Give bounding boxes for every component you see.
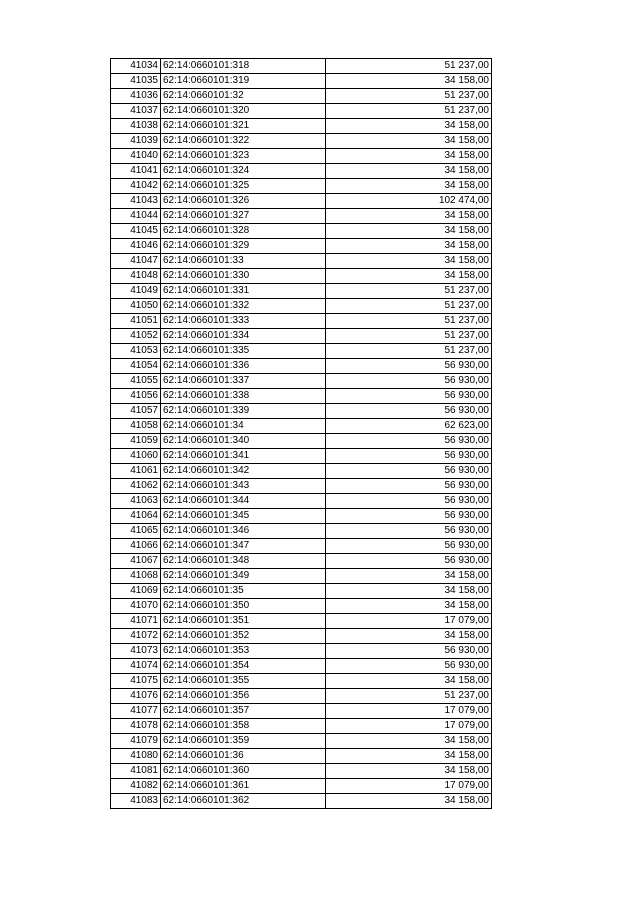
- cadastral-number-cell: 62:14:0660101:318: [161, 59, 326, 74]
- row-number-cell: 41067: [111, 554, 161, 569]
- row-number-cell: 41048: [111, 269, 161, 284]
- row-number-cell: 41053: [111, 344, 161, 359]
- amount-cell: 62 623,00: [326, 419, 492, 434]
- amount-cell: 17 079,00: [326, 779, 492, 794]
- cadastral-number-cell: 62:14:0660101:361: [161, 779, 326, 794]
- cadastral-value-table: [110, 58, 492, 809]
- table-row: [111, 194, 492, 209]
- amount-cell: 34 158,00: [326, 764, 492, 779]
- amount-cell: 56 930,00: [326, 449, 492, 464]
- row-number-cell: 41078: [111, 719, 161, 734]
- row-number-cell: 41037: [111, 104, 161, 119]
- table-row: [111, 149, 492, 164]
- row-number-cell: 41073: [111, 644, 161, 659]
- amount-cell: 34 158,00: [326, 74, 492, 89]
- row-number-cell: 41065: [111, 524, 161, 539]
- cadastral-number-cell: 62:14:0660101:330: [161, 269, 326, 284]
- amount-cell: 51 237,00: [326, 689, 492, 704]
- table-row: [111, 89, 492, 104]
- amount-cell: 34 158,00: [326, 179, 492, 194]
- row-number-cell: 41082: [111, 779, 161, 794]
- row-number-cell: 41070: [111, 599, 161, 614]
- row-number-cell: 41056: [111, 389, 161, 404]
- table-row: [111, 614, 492, 629]
- amount-cell: 51 237,00: [326, 329, 492, 344]
- amount-cell: 56 930,00: [326, 659, 492, 674]
- cadastral-number-cell: 62:14:0660101:327: [161, 209, 326, 224]
- row-number-cell: 41061: [111, 464, 161, 479]
- amount-cell: 34 158,00: [326, 164, 492, 179]
- row-number-cell: 41066: [111, 539, 161, 554]
- amount-cell: 51 237,00: [326, 299, 492, 314]
- row-number-cell: 41042: [111, 179, 161, 194]
- amount-cell: 51 237,00: [326, 89, 492, 104]
- amount-cell: 56 930,00: [326, 404, 492, 419]
- amount-cell: 34 158,00: [326, 209, 492, 224]
- cadastral-number-cell: 62:14:0660101:324: [161, 164, 326, 179]
- amount-cell: 51 237,00: [326, 104, 492, 119]
- amount-cell: 56 930,00: [326, 434, 492, 449]
- cadastral-number-cell: 62:14:0660101:333: [161, 314, 326, 329]
- cadastral-number-cell: 62:14:0660101:328: [161, 224, 326, 239]
- amount-cell: 34 158,00: [326, 269, 492, 284]
- amount-cell: 56 930,00: [326, 509, 492, 524]
- cadastral-number-cell: 62:14:0660101:35: [161, 584, 326, 599]
- table-row: [111, 164, 492, 179]
- table-row: [111, 704, 492, 719]
- cadastral-number-cell: 62:14:0660101:355: [161, 674, 326, 689]
- table-row: [111, 104, 492, 119]
- cadastral-number-cell: 62:14:0660101:359: [161, 734, 326, 749]
- cadastral-number-cell: 62:14:0660101:341: [161, 449, 326, 464]
- amount-cell: 56 930,00: [326, 389, 492, 404]
- row-number-cell: 41057: [111, 404, 161, 419]
- cadastral-number-cell: 62:14:0660101:323: [161, 149, 326, 164]
- row-number-cell: 41055: [111, 374, 161, 389]
- cadastral-number-cell: 62:14:0660101:334: [161, 329, 326, 344]
- amount-cell: 34 158,00: [326, 224, 492, 239]
- cadastral-number-cell: 62:14:0660101:342: [161, 464, 326, 479]
- cadastral-number-cell: 62:14:0660101:338: [161, 389, 326, 404]
- amount-cell: 34 158,00: [326, 674, 492, 689]
- table-row: [111, 59, 492, 74]
- cadastral-number-cell: 62:14:0660101:329: [161, 239, 326, 254]
- table-row: [111, 569, 492, 584]
- amount-cell: 51 237,00: [326, 284, 492, 299]
- row-number-cell: 41044: [111, 209, 161, 224]
- table-row: [111, 764, 492, 779]
- table-row: [111, 254, 492, 269]
- row-number-cell: 41060: [111, 449, 161, 464]
- cadastral-number-cell: 62:14:0660101:335: [161, 344, 326, 359]
- cadastral-number-cell: 62:14:0660101:321: [161, 119, 326, 134]
- table-row: [111, 734, 492, 749]
- row-number-cell: 41045: [111, 224, 161, 239]
- table-row: [111, 284, 492, 299]
- cadastral-number-cell: 62:14:0660101:337: [161, 374, 326, 389]
- table-row: [111, 494, 492, 509]
- cadastral-number-cell: 62:14:0660101:340: [161, 434, 326, 449]
- cadastral-number-cell: 62:14:0660101:356: [161, 689, 326, 704]
- amount-cell: 56 930,00: [326, 479, 492, 494]
- table-row: [111, 629, 492, 644]
- table-row: [111, 539, 492, 554]
- row-number-cell: 41054: [111, 359, 161, 374]
- row-number-cell: 41079: [111, 734, 161, 749]
- cadastral-number-cell: 62:14:0660101:339: [161, 404, 326, 419]
- row-number-cell: 41072: [111, 629, 161, 644]
- table-row: [111, 524, 492, 539]
- cadastral-number-cell: 62:14:0660101:33: [161, 254, 326, 269]
- table-row: [111, 209, 492, 224]
- table-body: [111, 59, 492, 809]
- row-number-cell: 41069: [111, 584, 161, 599]
- table-row: [111, 374, 492, 389]
- row-number-cell: 41041: [111, 164, 161, 179]
- row-number-cell: 41035: [111, 74, 161, 89]
- table-row: [111, 479, 492, 494]
- table-row: [111, 509, 492, 524]
- table-row: [111, 74, 492, 89]
- row-number-cell: 41040: [111, 149, 161, 164]
- row-number-cell: 41081: [111, 764, 161, 779]
- table-row: [111, 344, 492, 359]
- table-row: [111, 464, 492, 479]
- table-row: [111, 434, 492, 449]
- table-row: [111, 689, 492, 704]
- row-number-cell: 41077: [111, 704, 161, 719]
- row-number-cell: 41063: [111, 494, 161, 509]
- cadastral-number-cell: 62:14:0660101:336: [161, 359, 326, 374]
- table-row: [111, 119, 492, 134]
- row-number-cell: 41080: [111, 749, 161, 764]
- amount-cell: 34 158,00: [326, 569, 492, 584]
- cadastral-number-cell: 62:14:0660101:345: [161, 509, 326, 524]
- row-number-cell: 41059: [111, 434, 161, 449]
- row-number-cell: 41036: [111, 89, 161, 104]
- table-row: [111, 584, 492, 599]
- cadastral-number-cell: 62:14:0660101:357: [161, 704, 326, 719]
- amount-cell: 34 158,00: [326, 794, 492, 809]
- row-number-cell: 41049: [111, 284, 161, 299]
- table-row: [111, 239, 492, 254]
- amount-cell: 56 930,00: [326, 554, 492, 569]
- cadastral-number-cell: 62:14:0660101:34: [161, 419, 326, 434]
- table-row: [111, 449, 492, 464]
- table-row: [111, 269, 492, 284]
- table-row: [111, 674, 492, 689]
- amount-cell: 34 158,00: [326, 149, 492, 164]
- amount-cell: 56 930,00: [326, 644, 492, 659]
- row-number-cell: 41075: [111, 674, 161, 689]
- amount-cell: 34 158,00: [326, 119, 492, 134]
- row-number-cell: 41074: [111, 659, 161, 674]
- row-number-cell: 41034: [111, 59, 161, 74]
- amount-cell: 56 930,00: [326, 539, 492, 554]
- cadastral-number-cell: 62:14:0660101:353: [161, 644, 326, 659]
- row-number-cell: 41064: [111, 509, 161, 524]
- cadastral-number-cell: 62:14:0660101:350: [161, 599, 326, 614]
- table-row: [111, 179, 492, 194]
- cadastral-number-cell: 62:14:0660101:362: [161, 794, 326, 809]
- table-row: [111, 314, 492, 329]
- cadastral-number-cell: 62:14:0660101:354: [161, 659, 326, 674]
- amount-cell: 34 158,00: [326, 599, 492, 614]
- row-number-cell: 41062: [111, 479, 161, 494]
- row-number-cell: 41051: [111, 314, 161, 329]
- row-number-cell: 41068: [111, 569, 161, 584]
- amount-cell: 56 930,00: [326, 359, 492, 374]
- cadastral-number-cell: 62:14:0660101:344: [161, 494, 326, 509]
- row-number-cell: 41071: [111, 614, 161, 629]
- row-number-cell: 41052: [111, 329, 161, 344]
- cadastral-number-cell: 62:14:0660101:349: [161, 569, 326, 584]
- amount-cell: 51 237,00: [326, 344, 492, 359]
- row-number-cell: 41043: [111, 194, 161, 209]
- cadastral-number-cell: 62:14:0660101:36: [161, 749, 326, 764]
- table-row: [111, 359, 492, 374]
- amount-cell: 56 930,00: [326, 464, 492, 479]
- row-number-cell: 41058: [111, 419, 161, 434]
- table-row: [111, 299, 492, 314]
- cadastral-number-cell: 62:14:0660101:326: [161, 194, 326, 209]
- cadastral-number-cell: 62:14:0660101:358: [161, 719, 326, 734]
- cadastral-number-cell: 62:14:0660101:351: [161, 614, 326, 629]
- row-number-cell: 41046: [111, 239, 161, 254]
- amount-cell: 56 930,00: [326, 494, 492, 509]
- cadastral-number-cell: 62:14:0660101:347: [161, 539, 326, 554]
- amount-cell: 51 237,00: [326, 59, 492, 74]
- table-row: [111, 329, 492, 344]
- row-number-cell: 41047: [111, 254, 161, 269]
- amount-cell: 17 079,00: [326, 614, 492, 629]
- table-row: [111, 794, 492, 809]
- table-row: [111, 389, 492, 404]
- table-row: [111, 719, 492, 734]
- row-number-cell: 41050: [111, 299, 161, 314]
- cadastral-number-cell: 62:14:0660101:331: [161, 284, 326, 299]
- cadastral-number-cell: 62:14:0660101:352: [161, 629, 326, 644]
- cadastral-number-cell: 62:14:0660101:343: [161, 479, 326, 494]
- table-row: [111, 749, 492, 764]
- table-row: [111, 419, 492, 434]
- table-row: [111, 599, 492, 614]
- amount-cell: 34 158,00: [326, 584, 492, 599]
- cadastral-number-cell: 62:14:0660101:325: [161, 179, 326, 194]
- table-row: [111, 134, 492, 149]
- amount-cell: 56 930,00: [326, 374, 492, 389]
- amount-cell: 102 474,00: [326, 194, 492, 209]
- amount-cell: 34 158,00: [326, 254, 492, 269]
- amount-cell: 34 158,00: [326, 749, 492, 764]
- table-row: [111, 404, 492, 419]
- cadastral-number-cell: 62:14:0660101:322: [161, 134, 326, 149]
- row-number-cell: 41076: [111, 689, 161, 704]
- cadastral-number-cell: 62:14:0660101:32: [161, 89, 326, 104]
- amount-cell: 17 079,00: [326, 704, 492, 719]
- amount-cell: 34 158,00: [326, 629, 492, 644]
- amount-cell: 56 930,00: [326, 524, 492, 539]
- cadastral-number-cell: 62:14:0660101:320: [161, 104, 326, 119]
- amount-cell: 34 158,00: [326, 239, 492, 254]
- amount-cell: 51 237,00: [326, 314, 492, 329]
- cadastral-number-cell: 62:14:0660101:346: [161, 524, 326, 539]
- cadastral-number-cell: 62:14:0660101:348: [161, 554, 326, 569]
- cadastral-number-cell: 62:14:0660101:332: [161, 299, 326, 314]
- row-number-cell: 41083: [111, 794, 161, 809]
- cadastral-number-cell: 62:14:0660101:360: [161, 764, 326, 779]
- table-row: [111, 554, 492, 569]
- cadastral-number-cell: 62:14:0660101:319: [161, 74, 326, 89]
- table-row: [111, 659, 492, 674]
- amount-cell: 17 079,00: [326, 719, 492, 734]
- row-number-cell: 41039: [111, 134, 161, 149]
- table-row: [111, 779, 492, 794]
- amount-cell: 34 158,00: [326, 134, 492, 149]
- row-number-cell: 41038: [111, 119, 161, 134]
- table-row: [111, 224, 492, 239]
- table-row: [111, 644, 492, 659]
- amount-cell: 34 158,00: [326, 734, 492, 749]
